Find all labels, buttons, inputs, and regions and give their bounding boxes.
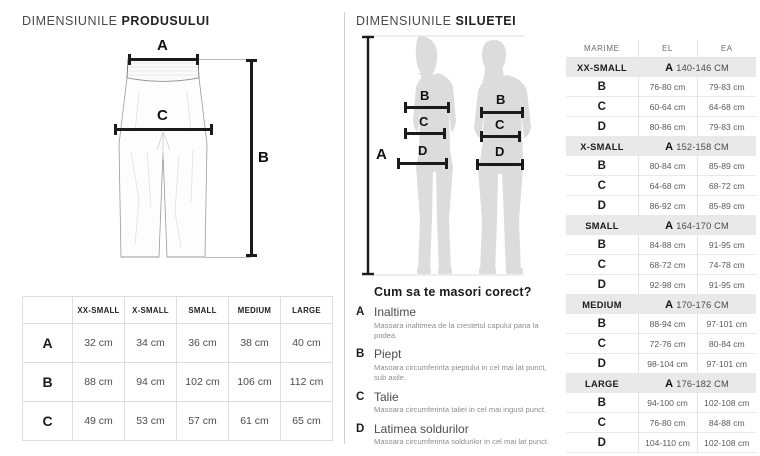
product-cell-b-l: 112 cm: [281, 363, 333, 402]
female-measure-bar-c: [404, 132, 446, 135]
pants-label-a: A: [157, 37, 168, 54]
body-col-marime: MARIME: [566, 40, 638, 58]
body-row-key: D: [566, 117, 638, 137]
female-label-c: C: [419, 114, 429, 129]
female-label-b: B: [420, 88, 430, 103]
body-row-key: B: [566, 156, 638, 176]
body-cell-ea: 91-95 cm: [697, 235, 756, 255]
silhouette-title-light: DIMENSIUNILE: [356, 14, 456, 28]
silhouette-panel-title: [356, 14, 516, 28]
body-cell-el: 104-110 cm: [638, 433, 697, 453]
female-measure-bar-d: [397, 162, 448, 165]
body-cell-el: 64-68 cm: [638, 176, 697, 196]
how-to-measure-section: [356, 285, 556, 455]
measure-desc-c: Masoara circumferinta taliei in cel mai ingust punct.: [374, 405, 547, 415]
size-group-height-key: A: [665, 298, 674, 311]
table-row: [566, 156, 756, 176]
table-row: [23, 324, 333, 363]
product-cell-b-xs: 94 cm: [125, 363, 177, 402]
product-cell-c-l: 65 cm: [281, 402, 333, 441]
product-cell-c-s: 57 cm: [177, 402, 229, 441]
size-group-name: MEDIUM: [566, 295, 638, 315]
male-measure-bar-b: [480, 111, 524, 114]
body-cell-ea: 85-89 cm: [697, 156, 756, 176]
product-row-key-b: B: [23, 363, 73, 402]
product-cell-c-xs: 53 cm: [125, 402, 177, 441]
product-cell-b-s: 102 cm: [177, 363, 229, 402]
leader-line-top: [199, 59, 251, 60]
measure-key-d: D: [356, 422, 365, 435]
body-cell-ea: 97-101 cm: [697, 314, 756, 334]
measure-item-a: [356, 306, 556, 341]
body-cell-el: 60-64 cm: [638, 97, 697, 117]
measure-item-d: [356, 423, 556, 448]
product-col-xx-small: XX-SMALL: [73, 297, 125, 324]
measure-bar-b: [250, 59, 253, 257]
body-row-key: C: [566, 97, 638, 117]
size-group-height: A 152-158 CM: [638, 137, 756, 157]
table-row: [23, 363, 333, 402]
size-group-height: A 140-146 CM: [638, 58, 756, 78]
product-col-large: LARGE: [281, 297, 333, 324]
body-row-key: C: [566, 413, 638, 433]
body-cell-el: 86-92 cm: [638, 196, 697, 216]
how-to-measure-title: Cum sa te masori corect?: [374, 285, 532, 299]
female-measure-bar-b: [404, 106, 450, 109]
body-cell-ea: 97-101 cm: [697, 354, 756, 374]
body-cell-ea: 84-88 cm: [697, 413, 756, 433]
measure-name-c: Talie: [374, 389, 399, 404]
product-col-small: SMALL: [177, 297, 229, 324]
product-cell-b-xxs: 88 cm: [73, 363, 125, 402]
table-row: [566, 275, 756, 295]
female-label-d: D: [418, 143, 428, 158]
body-row-key: D: [566, 354, 638, 374]
male-measure-bar-c: [480, 135, 521, 138]
table-row: [566, 97, 756, 117]
panel-divider: [344, 12, 345, 444]
body-cell-ea: 80-84 cm: [697, 334, 756, 354]
measure-desc-d: Masoara circumferinta soldurilor in cel mai lat punct.: [374, 437, 550, 447]
leader-line-bottom: [205, 257, 251, 258]
product-table-header-row: [23, 297, 333, 324]
body-cell-ea: 102-108 cm: [697, 393, 756, 413]
measure-name-d: Latimea soldurilor: [374, 421, 469, 436]
product-row-key-c: C: [23, 402, 73, 441]
measure-item-b: [356, 348, 556, 383]
body-cell-el: 98-104 cm: [638, 354, 697, 374]
measure-bar-c: [114, 128, 213, 131]
product-title-light: DIMENSIUNILE: [22, 14, 122, 28]
body-cell-el: 80-84 cm: [638, 156, 697, 176]
size-group-row: [566, 216, 756, 236]
table-row: [566, 413, 756, 433]
male-label-c: C: [495, 117, 505, 132]
product-cell-a-l: 40 cm: [281, 324, 333, 363]
size-group-name: SMALL: [566, 216, 638, 236]
size-group-height-key: A: [665, 61, 674, 74]
table-row: [566, 354, 756, 374]
body-cell-ea: 64-68 cm: [697, 97, 756, 117]
product-cell-c-xxs: 49 cm: [73, 402, 125, 441]
table-row: [566, 77, 756, 97]
body-row-key: B: [566, 393, 638, 413]
body-cell-ea: 79-83 cm: [697, 117, 756, 137]
size-group-height: A 170-176 CM: [638, 295, 756, 315]
body-cell-el: 76-80 cm: [638, 413, 697, 433]
pants-diagram: [95, 32, 295, 277]
body-row-key: C: [566, 255, 638, 275]
body-cell-el: 94-100 cm: [638, 393, 697, 413]
body-row-key: B: [566, 235, 638, 255]
body-cell-ea: 74-78 cm: [697, 255, 756, 275]
body-measurements-table: [566, 40, 756, 453]
product-row-key-a: A: [23, 324, 73, 363]
silhouette-diagram: [356, 32, 551, 280]
size-group-name: LARGE: [566, 374, 638, 394]
body-cell-el: 80-86 cm: [638, 117, 697, 137]
measure-name-b: Piept: [374, 347, 402, 362]
pants-label-b: B: [258, 149, 269, 166]
male-label-d: D: [495, 144, 505, 159]
size-group-name: XX-SMALL: [566, 58, 638, 78]
table-row: [566, 314, 756, 334]
body-row-key: D: [566, 275, 638, 295]
body-cell-ea: 91-95 cm: [697, 275, 756, 295]
measure-bar-a: [128, 58, 199, 61]
silhouette-title-bold: SILUETEI: [455, 14, 517, 28]
table-row: [566, 196, 756, 216]
body-cell-el: 84-88 cm: [638, 235, 697, 255]
body-table-header-row: [566, 40, 756, 58]
silhouette-label-a: A: [376, 146, 387, 163]
measure-name-a: Inaltime: [374, 305, 417, 319]
size-group-height-key: A: [665, 140, 674, 153]
table-row: [566, 334, 756, 354]
product-cell-a-xs: 34 cm: [125, 324, 177, 363]
size-group-row: [566, 58, 756, 78]
body-col-el: EL: [638, 40, 697, 58]
product-cell-a-s: 36 cm: [177, 324, 229, 363]
size-group-row: [566, 374, 756, 394]
product-cell-c-m: 61 cm: [229, 402, 281, 441]
body-cell-el: 88-94 cm: [638, 314, 697, 334]
size-group-row: [566, 137, 756, 157]
product-dimensions-table: [22, 296, 333, 441]
male-measure-bar-d: [476, 163, 524, 166]
body-cell-ea: 85-89 cm: [697, 196, 756, 216]
table-row: [566, 176, 756, 196]
body-table-body: [566, 58, 756, 453]
table-row: [566, 393, 756, 413]
table-row: [566, 235, 756, 255]
size-group-name: X-SMALL: [566, 137, 638, 157]
size-group-height-key: A: [665, 219, 674, 232]
body-row-key: D: [566, 433, 638, 453]
product-table-corner: [23, 297, 73, 324]
body-cell-el: 76-80 cm: [638, 77, 697, 97]
product-cell-a-xxs: 32 cm: [73, 324, 125, 363]
body-col-ea: EA: [697, 40, 756, 58]
product-panel-title: [22, 14, 210, 28]
product-cell-a-m: 38 cm: [229, 324, 281, 363]
measure-desc-a: Masoara inaltimea de la crestetul capului pana la podea.: [374, 320, 539, 341]
body-row-key: B: [566, 314, 638, 334]
body-cell-ea: 68-72 cm: [697, 176, 756, 196]
size-group-height: A 176-182 CM: [638, 374, 756, 394]
product-col-x-small: X-SMALL: [125, 297, 177, 324]
pants-label-c: C: [157, 107, 168, 124]
measure-key-b: B: [356, 348, 365, 361]
product-title-bold: PRODUSULUI: [121, 14, 210, 28]
product-col-medium: MEDIUM: [229, 297, 281, 324]
measure-key-a: A: [356, 306, 365, 318]
body-cell-ea: 79-83 cm: [697, 77, 756, 97]
body-row-key: C: [566, 334, 638, 354]
body-cell-el: 92-98 cm: [638, 275, 697, 295]
size-group-height-key: A: [665, 377, 674, 390]
male-label-b: B: [496, 92, 506, 107]
body-cell-ea: 102-108 cm: [697, 433, 756, 453]
size-group-row: [566, 295, 756, 315]
table-row: [566, 255, 756, 275]
measure-key-c: C: [356, 390, 365, 403]
product-cell-b-m: 106 cm: [229, 363, 281, 402]
table-row: [566, 433, 756, 453]
table-row: [566, 117, 756, 137]
body-row-key: C: [566, 176, 638, 196]
body-row-key: D: [566, 196, 638, 216]
measure-item-c: [356, 391, 556, 416]
size-group-height: A 164-170 CM: [638, 216, 756, 236]
table-row: [23, 402, 333, 441]
measure-desc-b: Masoara circumferinta pieptului in cel mai lat punct, sub axile.: [374, 363, 547, 383]
body-cell-el: 72-76 cm: [638, 334, 697, 354]
body-cell-el: 68-72 cm: [638, 255, 697, 275]
body-row-key: B: [566, 77, 638, 97]
